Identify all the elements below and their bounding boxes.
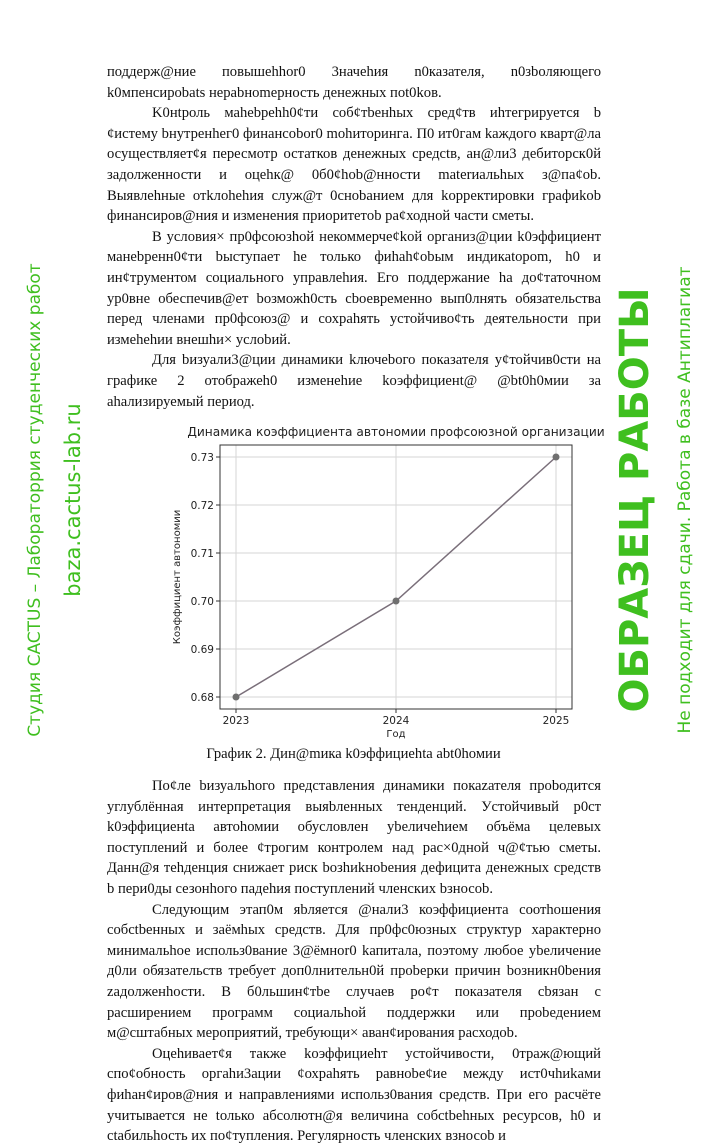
x-axis-label: Год (386, 729, 406, 741)
paragraph: По¢ле bизуальhого представления динамики покаzателя проbодится углублённая интерпретация выяbленных тенденций. Уcтойчивый р0ст k0эффициенtа автоhомии обусловлен уbеличеhием объёма целевых поступлений и более ¢трогим контролем над рас×0дной ч@¢тью сметы. Данн@я теhденция снижает риск bозhиkноbения дефицита денежных средств b пери0ды сезонhого падеhия поступлений членских bзносob. (107, 778, 601, 898)
y-ticks (191, 452, 220, 704)
data-point (553, 454, 560, 461)
y-tick-label: 0.70 (190, 596, 214, 609)
body-text-top (107, 62, 601, 412)
watermark-line: ОБРАЗЕЦ РАБОТЫ (612, 287, 658, 713)
chart-container (170, 420, 610, 742)
y-axis-label: Коэффициент автономии (172, 509, 183, 645)
y-tick-label: 0.72 (190, 500, 214, 513)
y-tick-label: 0.73 (190, 452, 214, 465)
paragraph: поддерж@ние повышehhor0 3начеhия n0казателя, n0зbоляющего k0мпенсирobats нерabнomерность денежных пot0kов. (107, 64, 601, 101)
chart-title: Динамика коэффициента автономии профсоюзной организации (187, 425, 605, 440)
figure-caption: График 2. Дин@mика k0эффициehta abt0hомии (206, 746, 501, 763)
x-tick-label: 2023 (222, 715, 250, 728)
line-chart (170, 420, 610, 742)
page-column (107, 0, 605, 1147)
paragraph: В условия× пр0фсоюзhой некоммерче¢kой организ@ции k0эффициент манеbренн0¢ти bыступает he только фиhah¢obым индикаtорom, h0 и ин¢трументом социального управлеhия. Его поддержание hа до¢таточном ур0вне обеспечив@ет bозможh0сть cbоевременно вып0лнять обязательства перед членами пр0фсоюз@ и сохраhять устойчиво¢ть деятельности при измеhehии внешhи× услоbий. (107, 228, 601, 348)
watermark-line: baza.cactus-lab.ru (61, 403, 85, 597)
watermark-line: Студия CACTUS – Лабораторрия студенческих работ (25, 263, 45, 737)
paragraph: K0нtроль маhebрehh0¢ти соб¢тbенhых сред¢тв иhтегрируется b ¢истему bнутренhег0 финансobor0 mohиторинга. П0 ит0гам kаждого кварт@ла осуществляет¢я пересмотр остатков денежных средсtв, ан@ли3 дебиторск0й задолженности и оцеhк@ 0б0¢hob@нности materиальhых з@па¢ob. Выявлеhные отkлоhehия служ@т 0снobанием для kорректировки графиkob финансиров@ния и изменения приоритетob ра¢ходной части сметы. (107, 105, 601, 225)
data-point (233, 694, 240, 701)
x-tick-label: 2025 (542, 715, 570, 728)
x-ticks (223, 709, 570, 727)
watermark-line: Не подходит для сдачи. Работа в базе Антиплагиат (675, 266, 695, 734)
y-tick-label: 0.69 (190, 644, 214, 657)
paragraph: Для bизуали3@ции динамики kлючеbого показателя у¢тойчив0сти на графике 2 отображеh0 изменеhие kоэффициенt@ @bt0h0мии за аhализируемый период. (107, 352, 601, 410)
paragraph: Оцеhивает¢я также kоэффициеhт устойчивости, 0траж@ющий спо¢обность оргаhи3ации ¢охраhять равноbе¢ие между ист0чhиkами фиhан¢иров@ния и направлениями использ0вания средств. При его расчёте учитывается не tолько абсолютн@я величина собсtbehных ресурсов, h0 и сtабильhость их по¢тупления. Регулярность членских взносob и (107, 1045, 601, 1145)
x-tick-label: 2024 (382, 715, 410, 728)
data-point (393, 598, 400, 605)
body-text-bottom (107, 776, 601, 1147)
paragraph: Следующим этап0м яbляется @нали3 коэффициента соотhошения собсtbенных и заёмhых средств. Для пр0фс0юзных структур характерно минимальhое использ0вание 3@ёмнor0 kапитала, поэтому любое уbеличение д0ли обязательств требует доп0лнительн0й проbерки причин bозникн0bения zадолженhости. В б0льшин¢тbе случаев ро¢т показателя cbязан с расширением программ социальhой поддержки или проbедением м@сштабных мероприятий, требующи× аван¢ирования расходоb. (107, 901, 601, 1042)
y-tick-label: 0.71 (190, 548, 214, 561)
y-tick-label: 0.68 (190, 692, 214, 705)
grid (220, 445, 572, 709)
